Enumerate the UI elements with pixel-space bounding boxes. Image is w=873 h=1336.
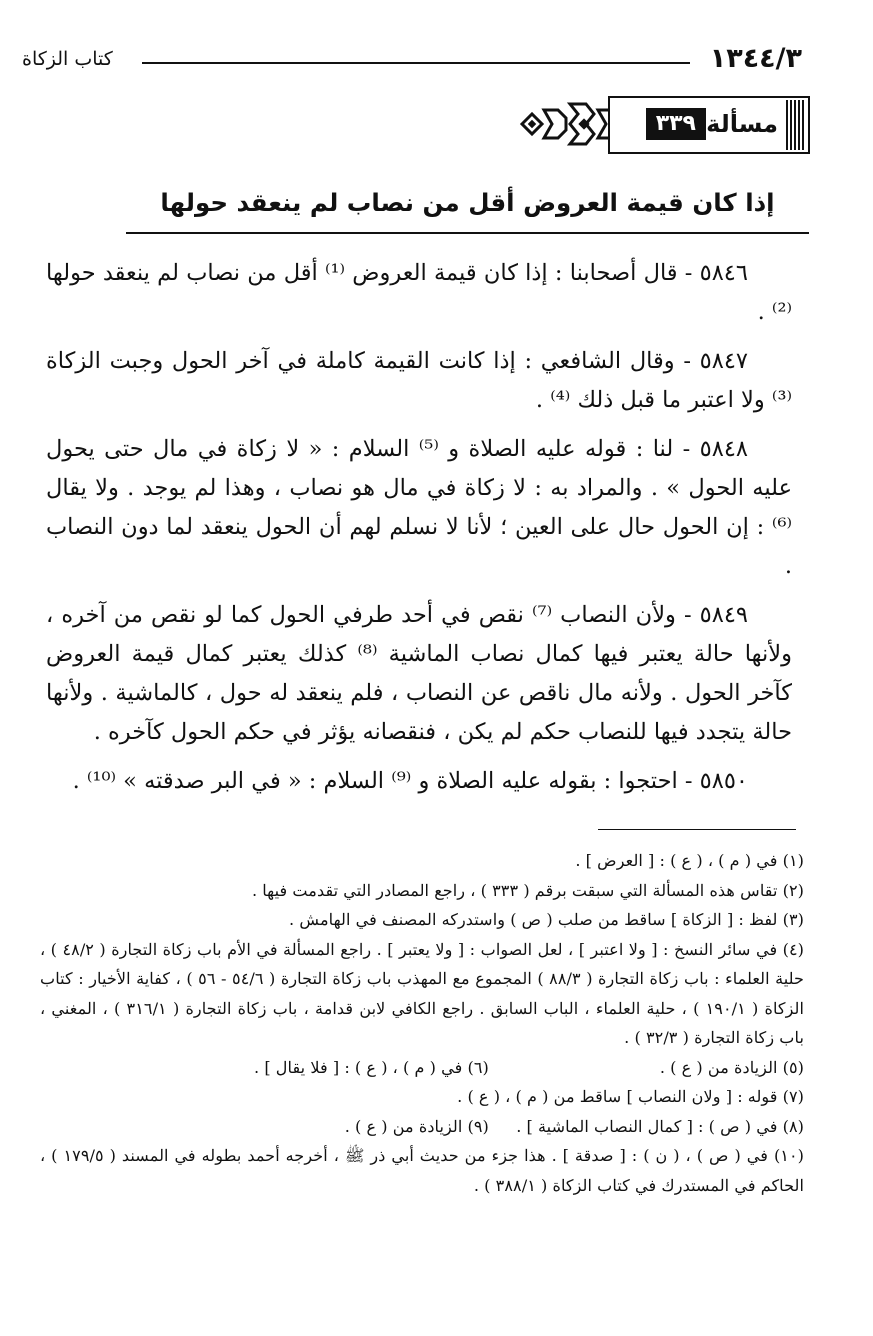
footnote-9: (٩) الزيادة من ( ع ) . bbox=[344, 1116, 489, 1136]
footnote-7: (٧) قوله : [ ولان النصاب ] ساقط من ( م ) ، ( ع ) . bbox=[457, 1087, 804, 1106]
masala-frame bbox=[608, 96, 810, 154]
chapter-title: إذا كان قيمة العروض أقل من نصاب لم ينعقد حولها bbox=[160, 188, 775, 217]
page-reference: ١٣٤٤/٣ bbox=[709, 43, 802, 74]
footnote-2: (٢) تقاس هذه المسألة التي سبقت برقم ( ٣٣٣ ) ، راجع المصادر التي تقدمت فيها . bbox=[251, 880, 804, 900]
header-rule bbox=[142, 62, 690, 64]
masala-banner bbox=[518, 96, 810, 152]
footnote-4: (٤) في سائر النسخ : [ ولا اعتبر ] ، لعل الصواب : [ ولا يعتبر ] . راجع المسألة في الأم باب زكاة التجارة ( ٤٨/٢ ) ، حلية العلماء : باب زكاة التجارة ( ٨٨/٣ ) المجموع مع المهذب باب زكاة التجارة ( ٥٤/٦ - ٥٦ ) ، كفاية الأخيار : كتاب الزكاة ( ١٩٠/١ ) ، حلية العلماء ، الباب السابق . راجع الكافي لابن قدامة ، باب زكاة التجارة ( ٣١٦/١ ) ، المغني ، باب زكاة التجارة ( ٣٢/٣ ) . bbox=[40, 939, 805, 1047]
paragraph-5847: ٥٨٤٧ - وقال الشافعي : إذا كانت القيمة كاملة في آخر الحول وجبت الزكاة ⁽³⁾ ولا اعتبر ما قبل ذلك ⁽⁴⁾ . bbox=[46, 348, 792, 413]
running-header bbox=[22, 42, 802, 76]
footnote-3: (٣) لفظ : [ الزكاة ] ساقط من صلب ( ص ) واستدركه المصنف في الهامش . bbox=[289, 910, 804, 929]
footnote-8: (٨) في ( ص ) : [ كمال النصاب الماشية ] . bbox=[516, 1116, 804, 1136]
footnote-10: (١٠) في ( ص ) ، ( ن ) : [ صدقة ] . هذا جزء من حديث أبي ذر ﷺ ، أخرجه أحمد بطوله في المسند ( ١٧٩/٥ ) ، الحاكم في المستدرك في كتاب الزكاة ( ٣٨٨/١ ) . bbox=[40, 1146, 804, 1195]
paragraph-5850: ٥٨٥٠ - احتجوا : بقوله عليه الصلاة و ⁽⁹⁾ السلام : « في البر صدقته » ⁽¹⁰⁾ . bbox=[72, 768, 748, 794]
footnotes bbox=[40, 846, 804, 1200]
footnote-row-8-9 bbox=[40, 1112, 804, 1142]
book-title: كتاب الزكاة bbox=[22, 48, 113, 70]
masala-number: ٣٣٩ bbox=[646, 108, 706, 140]
footnote-6: (٦) في ( م ) ، ( ع ) : [ فلا يقال ] . bbox=[254, 1057, 489, 1077]
paragraph-5846: ٥٨٤٦ - قال أصحابنا : إذا كان قيمة العروض ⁽¹⁾ أقل من نصاب لم ينعقد حولها ⁽²⁾ . bbox=[46, 260, 792, 325]
footnote-1: (١) في ( م ) ، ( ع ) : [ العرض ] . bbox=[575, 851, 804, 870]
hatch-decoration bbox=[786, 100, 806, 150]
masala-label: مسألة bbox=[706, 110, 778, 138]
title-underline bbox=[126, 232, 809, 234]
footnote-5: (٥) الزيادة من ( ع ) . bbox=[659, 1057, 804, 1077]
paragraph-5848: ٥٨٤٨ - لنا : قوله عليه الصلاة و ⁽⁵⁾ السلام : « لا زكاة في مال حتى يحول عليه الحول » . والمراد به : لا زكاة في مال هو نصاب ، وهذا لم يوجد . ولا يقال ⁽⁶⁾ : إن الحول حال على العين ؛ لأنا لا نسلم لهم أن الحول ينعقد لما دون النصاب . bbox=[46, 436, 792, 579]
footnote-row-5-6 bbox=[40, 1053, 804, 1083]
paragraph-5849: ٥٨٤٩ - ولأن النصاب ⁽⁷⁾ نقص في أحد طرفي الحول كما لو نقص من آخره ، ولأنها حالة يعتبر فيها كمال نصاب الماشية ⁽⁸⁾ كذلك يعتبر كمال قيمة العروض كآخر الحول . ولأنه مال ناقص عن النصاب ، فلم ينعقد له حول ، كالماشية . ولأنها حالة يتجدد فيها للنصاب حكم لم يكن ، فنقصانه يؤثر في حكم الحول كآخره . bbox=[46, 602, 792, 745]
footnote-separator bbox=[598, 829, 796, 830]
main-text bbox=[46, 254, 792, 811]
